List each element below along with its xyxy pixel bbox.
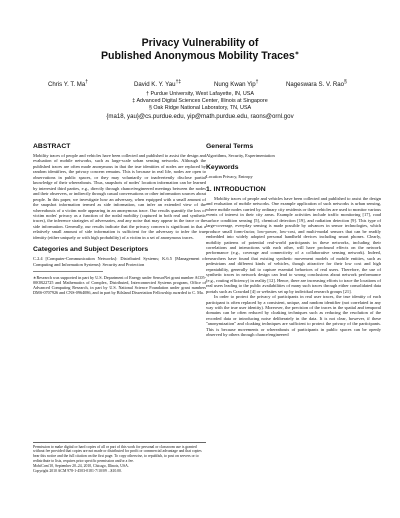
- general-terms-heading: General Terms: [206, 143, 254, 150]
- paper-title-line-2: Published Anonymous Mobility Traces∗: [100, 50, 300, 62]
- author-1: Chris Y. T. Ma†: [48, 78, 89, 88]
- copyright-block: [33, 442, 206, 474]
- abstract-heading: ABSTRACT: [33, 143, 71, 150]
- left-column: [33, 143, 206, 295]
- abstract-text: Mobility traces of people and vehicles have been collected and published to assist the design and evaluation of mobile networks, such as large-scale urban sensing networks. Although the published traces are often made anonymous in that the true identities of nodes are replaced by random identifiers, the privacy concern remains. This is because in real life, nodes are open to observations in public spaces, or they may voluntarily or inadvertently disclose partial knowledge of their whereabouts. Thus, snapshots of nodes' location information can be learned by interested third parties, e.g., directly through chance/engineered meetings between the nodes and their observers, or indirectly through casual conversations or other information sources about people. In this paper, we investigate how an adversary, when equipped with a small amount of the snapshot information termed as side information, can infer an extended view of the whereabouts of a victim node appearing in an anonymous trace. Our results quantify the loss of victim nodes' privacy as a function of the nodal mobility (captured in both real and synthetic traces), the inference strategies of adversaries, and any noise that may appear in the trace or the side information. Generally, our results indicate that the privacy concern is significant in that a relatively small amount of side information is sufficient for the adversary to infer the true identity (either uniquely or with high probability) of a victim in a set of anonymous traces.: [33, 153, 206, 240]
- conference-line: MobiCom'10, September 20–24, 2010, Chicago, Illinois, USA.: [33, 464, 129, 469]
- right-column: [206, 143, 381, 338]
- general-terms-text: Algorithms, Security, Experimentation: [206, 153, 275, 158]
- footnote-rule: [33, 271, 103, 274]
- permission-notice: Permission to make digital or hard copies of all or part of this work for personal or classroom use is granted without fee provided that copies are not made or distributed for profit or commercial advantage and that copies bear this notice and the full citation on the first page. To copy otherwise, to republish, to post on servers or to redistribute to lists, requires prior specific permission and/or a fee.: [33, 444, 202, 463]
- funding-footnote: ∗Research was supported in part by U.S. Department of Energy under SensorNet grant number AC05-00OR22725 and Mathematics of Complex, Distributed, Interconnected Systems program, Office of Advanced Computing Research, in part by U.S. National Science Foundation under grant numbers DMS-0707926 and CNS-0964086, and in part by Bilsland Dissertation Fellowship awarded to C. Ma.: [33, 275, 206, 296]
- categories-text: C.2.4 [Computer-Communication Networks]: Distributed Systems; K.6.5 [Management of Computing and Information Systems]: Security and Protection: [33, 256, 206, 267]
- intro-paragraph-2: In order to protect the privacy of participants in real user traces, the true identity of each participant is often replaced by a consistent, unique, and random identifier (not correlated in any way with the true user identity). Moreover, the precision of the traces in the spatial and temporal domains can be often reduced by cloaking techniques such as reducing the resolution of the recorded data or introducing noise deliberately in the data. It is not clear, however, if these "anonymization" and cloaking techniques are sufficient to protect the privacy of the participants. This is because movements or whereabouts of participants in public spaces can be openly observed by others through chance/engineered: [206, 294, 381, 338]
- affiliation-purdue: † Purdue University, West Lafayette, IN, USA: [146, 91, 254, 97]
- affiliation-ornl: § Oak Ridge National Laboratory, TN, USA: [148, 105, 252, 111]
- author-2: David K. Y. Yau†‡: [134, 78, 182, 88]
- introduction-heading: 1. INTRODUCTION: [206, 185, 266, 193]
- author-emails: {ma18, yau}@cs.purdue.edu, yip@math.purdue.edu, raons@ornl.gov: [106, 113, 294, 120]
- categories-heading: Categories and Subject Descriptors: [33, 246, 149, 254]
- acm-copyright-line: Copyright 2010 ACM 978-1-4503-0181-7/10/09 ...$10.00.: [33, 469, 122, 474]
- affiliation-adsc: ‡ Advanced Digital Sciences Center, Illinois at Singapore: [132, 98, 268, 104]
- paper-title-line-1: Privacy Vulnerability of: [141, 37, 259, 49]
- author-3: Nung Kwan Yip†: [214, 78, 259, 88]
- keywords-heading: Keywords: [206, 164, 239, 172]
- author-4: Nageswara S. V. Rao§: [286, 78, 347, 88]
- copyright-rule: [33, 442, 206, 443]
- intro-paragraph-1: Mobility traces of people and vehicles have been collected and published to assist the design and evaluation of mobile networks. One example application of such networks is urban sensing, where mobile nodes carried by ordinary city residents or their vehicles are used to monitor various events of interest in their city areas. Example activities include traffic monitoring [17], road surface condition sensing [5], chemical detection [19], and radiation detection [9]. This type of large-coverage, everyday sensing is made possible by advances in sensor technologies, which produce small form-factor, low-power, low-cost, and multi-modal sensors that can be readily embedded into widely adopted personal handheld devices including smart phones. Clearly, mobility patterns of potential real-world participants in these networks, including their correlations and interactions with each other, will have profound effects on the network performance (e.g., coverage and connectivity of a collaborative sensing network). Indeed, researchers have found that existing synthetic movement models of mobile entities, such as pedestrians and different kinds of vehicles, though attractive for their low cost and high repeatability, generally fail to capture essential behaviors of real users. Therefore, the use of synthetic traces in network design can lead to wrong conclusions about network performance (e.g., routing efficiency) in reality [12]. Hence, there are increasing efforts to trace the locations of real users leading to the public availabilities of many such traces through either consolidated data portals such as Crawdad [4] or websites set up by individual research groups [21].: [206, 195, 381, 294]
- title-footnote-mark: ∗: [294, 50, 300, 57]
- keywords-text: Location Privacy, Entropy: [206, 174, 253, 180]
